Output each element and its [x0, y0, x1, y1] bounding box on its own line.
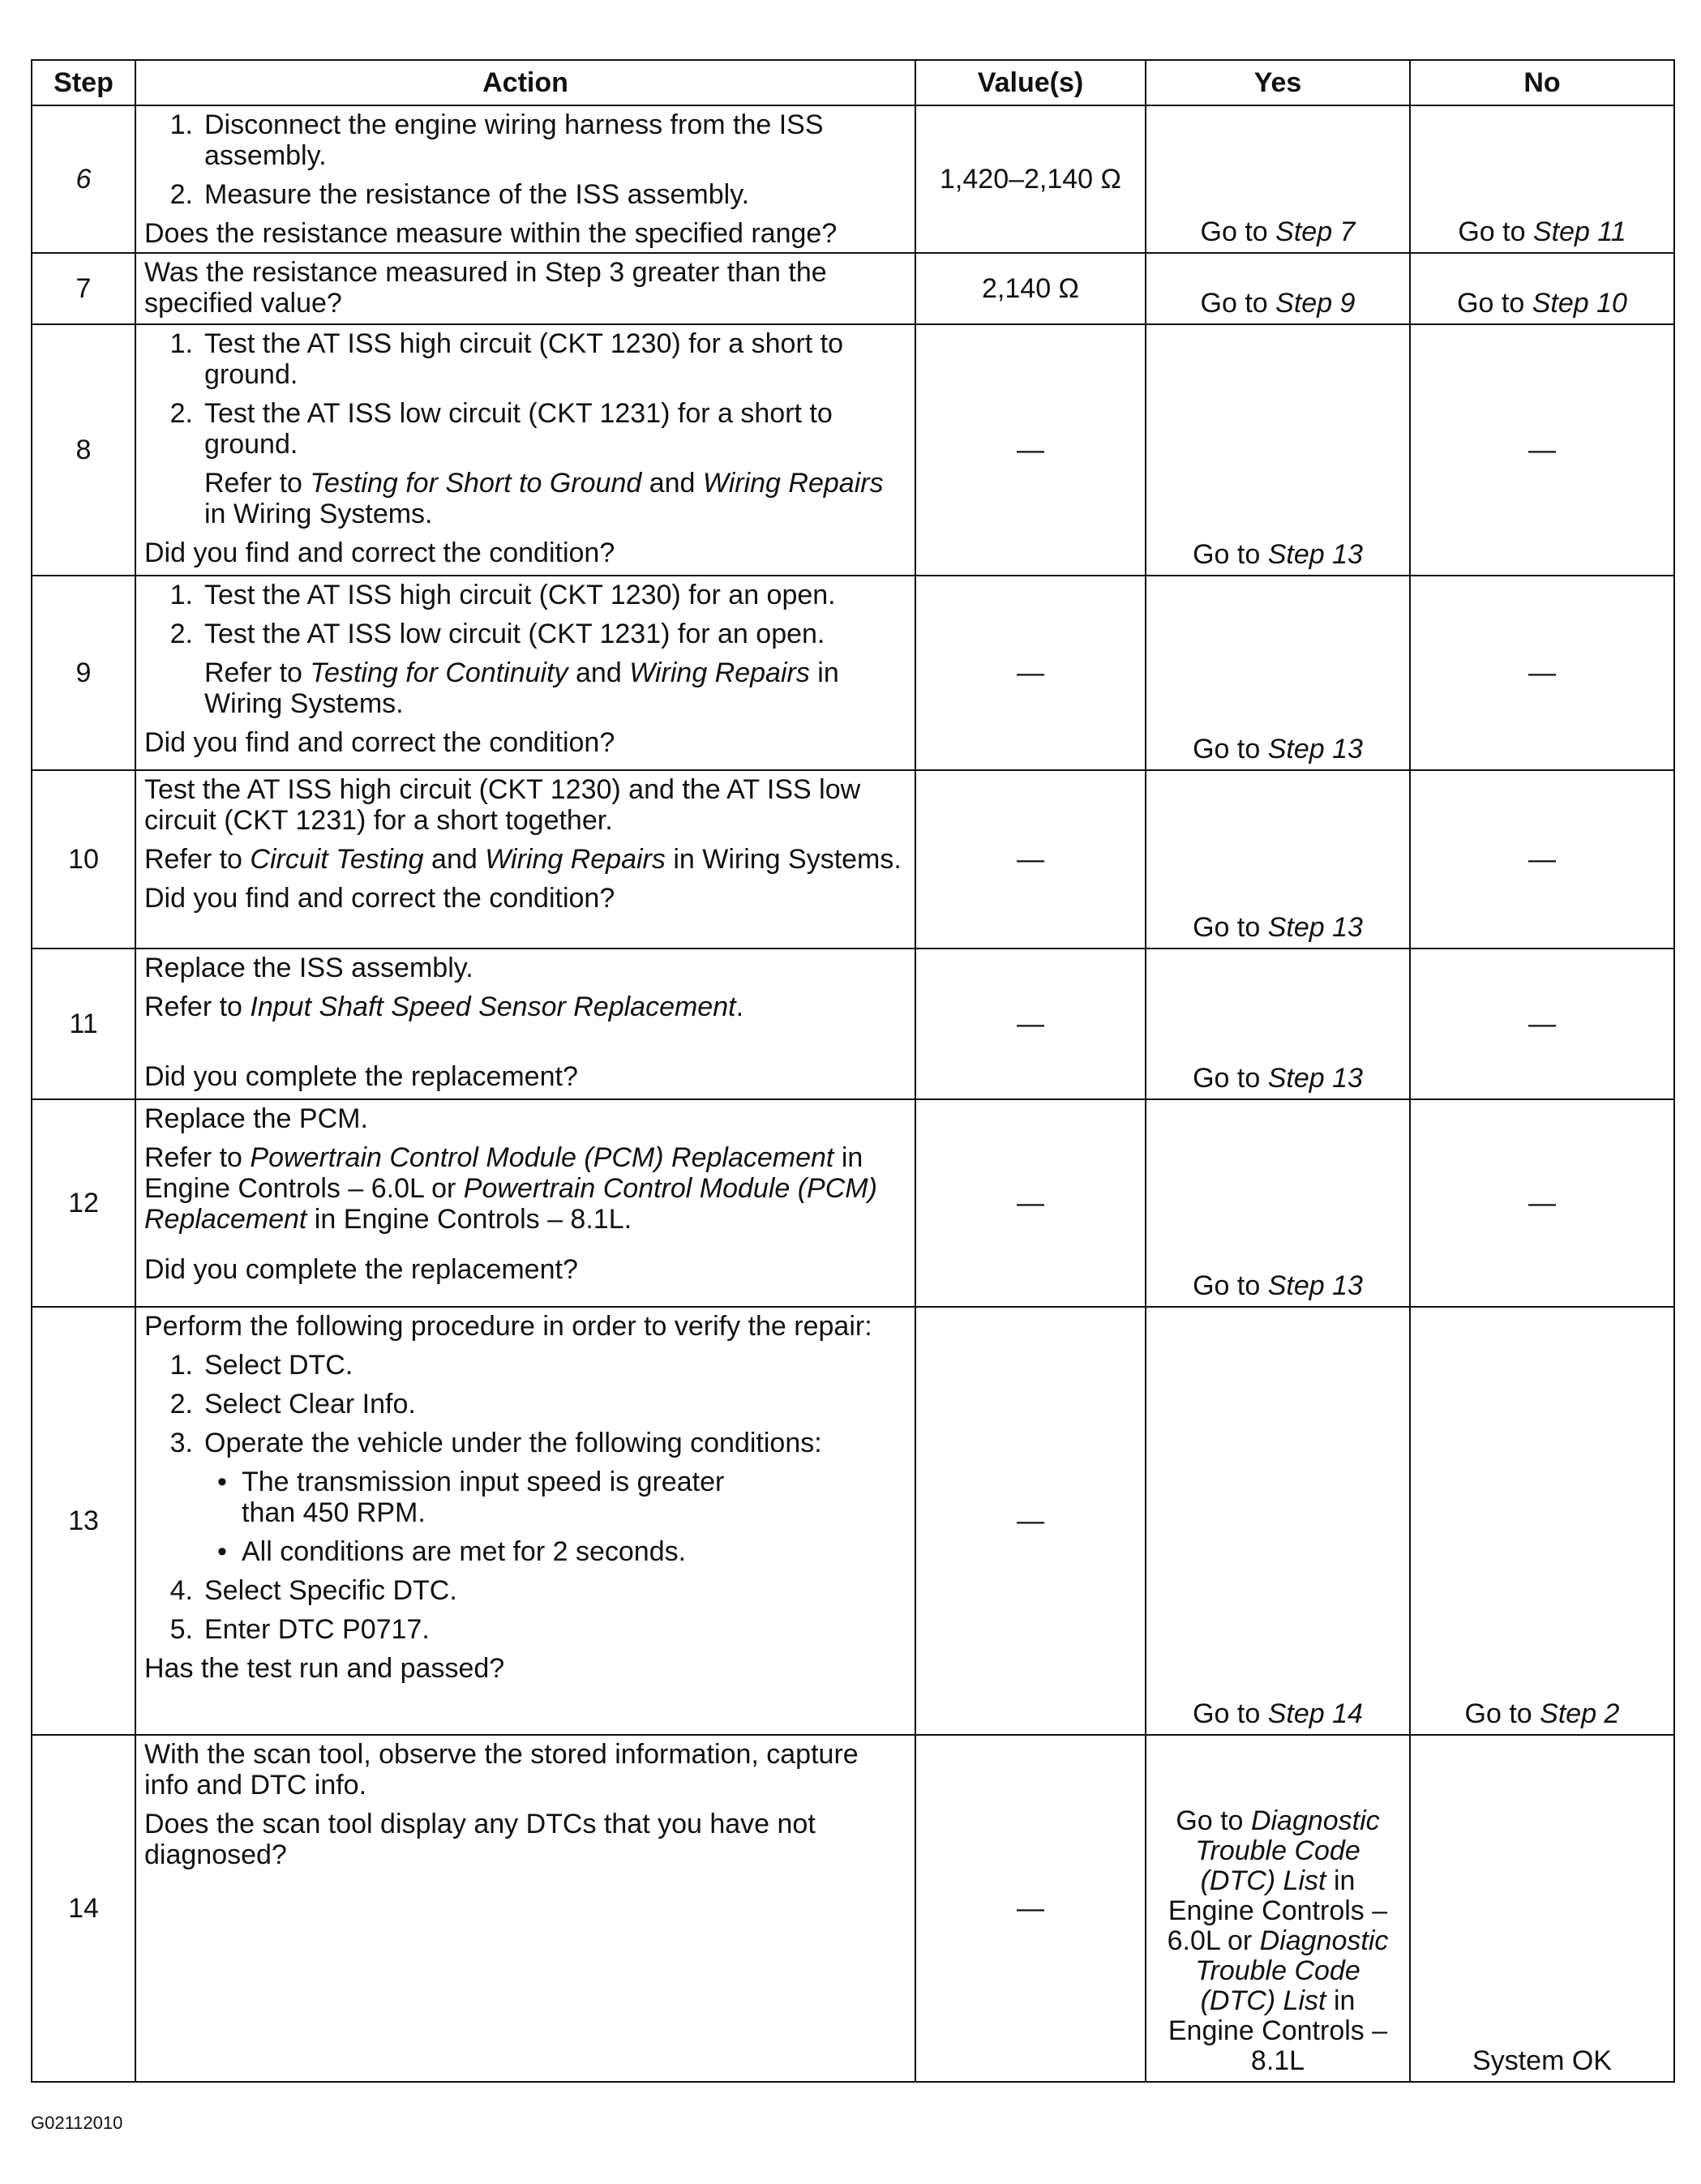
question: Did you find and correct the condition? [144, 727, 615, 758]
table-row [32, 576, 1674, 770]
yes-link-1: Diagnostic Trouble Code (DTC) List [1195, 1805, 1380, 1896]
yes-cell [1146, 253, 1410, 324]
item-number: 1. [169, 328, 193, 359]
item-number: 4. [169, 1575, 193, 1606]
refer-note: Refer to Testing for Short to Ground and Wiring Repairs in Wiring Systems. [204, 468, 884, 529]
yes-cell [1146, 1735, 1410, 2082]
action-cell [135, 770, 915, 949]
action-cell [135, 576, 915, 770]
yes-suffix: in Engine Controls – 8.1L [1168, 1985, 1388, 2076]
yes-step-link: Step 14 [1267, 1698, 1363, 1729]
table-row [32, 770, 1674, 949]
refer-note: Refer to Circuit Testing and Wiring Repairs in Wiring Systems. [144, 844, 902, 875]
step-number: 11 [32, 949, 135, 1099]
value-cell: 2,140 Ω [915, 253, 1146, 324]
yes-step-link: Step 13 [1267, 734, 1363, 764]
question: Did you find and correct the condition? [144, 537, 615, 568]
step-number: 10 [32, 770, 135, 949]
no-step-link: Step 2 [1540, 1698, 1620, 1729]
no-cell [1410, 105, 1674, 253]
no-cell: — [1410, 324, 1674, 576]
item-text: Test the AT ISS high circuit (CKT 1230) for an open. [204, 580, 836, 610]
action-text: Test the AT ISS high circuit (CKT 1230) and the AT ISS low circuit (CKT 1231) for a short together. [144, 774, 861, 836]
no-cell: — [1410, 1099, 1674, 1307]
step-number: 9 [32, 576, 135, 770]
yes-prefix: Go to [1193, 734, 1261, 764]
yes-step-link: Step 13 [1267, 1270, 1363, 1301]
action-cell [135, 1735, 915, 2082]
yes-step-link: Step 13 [1267, 1063, 1363, 1094]
yes-prefix: Go to [1193, 1698, 1261, 1729]
question: Did you find and correct the condition? [144, 883, 615, 914]
item-text: Test the AT ISS low circuit (CKT 1231) for an open. [204, 619, 825, 649]
yes-prefix: Go to [1200, 288, 1268, 319]
item-number: 3. [169, 1428, 193, 1458]
yes-prefix: Go to [1176, 1805, 1244, 1836]
table-row [32, 105, 1674, 253]
item-text: Select DTC. [204, 1350, 353, 1381]
value-cell: — [915, 576, 1146, 770]
item-number: 2. [169, 179, 193, 210]
question: Does the scan tool display any DTCs that you have not diagnosed? [144, 1809, 816, 1870]
yes-prefix: Go to [1193, 912, 1261, 943]
action-cell [135, 1307, 915, 1735]
table-row [32, 1735, 1674, 2082]
bullet-item: • All conditions are met for 2 seconds. [217, 1536, 687, 1567]
item-number: 2. [169, 619, 193, 649]
item-number: 2. [169, 398, 193, 429]
no-prefix: Go to [1458, 216, 1526, 247]
action-cell [135, 105, 915, 253]
no-prefix: Go to [1464, 1698, 1532, 1729]
yes-cell [1146, 770, 1410, 949]
header-step: Step [32, 60, 135, 105]
item-text: Select Specific DTC. [204, 1575, 457, 1606]
yes-prefix: Go to [1200, 216, 1268, 247]
item-number: 1. [169, 109, 193, 140]
yes-step-link: Step 9 [1275, 288, 1356, 319]
question: Did you complete the replacement? [144, 1061, 578, 1092]
yes-prefix: Go to [1193, 1270, 1261, 1301]
yes-step-link: Step 13 [1267, 539, 1363, 570]
table-row [32, 1307, 1674, 1735]
no-cell [1410, 1307, 1674, 1735]
header-action: Action [135, 60, 915, 105]
yes-prefix: Go to [1193, 1063, 1261, 1094]
yes-middle: in Engine Controls – 6.0L or [1167, 1865, 1388, 1956]
action-text: With the scan tool, observe the stored information, capture info and DTC info. [144, 1739, 859, 1801]
item-text: Select Clear Info. [204, 1389, 416, 1420]
refer-note: Refer to Powertrain Control Module (PCM) Replacement in Engine Controls – 6.0L or Powertrain Control Module (PCM) Replacement in Engine Controls – 8.1L. [144, 1142, 877, 1235]
action-cell [135, 253, 915, 324]
table-row [32, 949, 1674, 1099]
yes-step-link: Step 7 [1275, 216, 1356, 247]
header-yes: Yes [1146, 60, 1410, 105]
item-number: 1. [169, 580, 193, 610]
no-prefix: Go to [1457, 288, 1525, 319]
no-step-link: Step 10 [1532, 288, 1627, 319]
question: Does the resistance measure within the specified range? [144, 218, 838, 249]
refer-note: Refer to Input Shaft Speed Sensor Replacement. [144, 991, 744, 1022]
step-number: 13 [32, 1307, 135, 1735]
figure-id: G02112010 [31, 2113, 123, 2133]
item-text: Test the AT ISS low circuit (CKT 1231) for a short to ground. [204, 398, 833, 460]
item-text: Enter DTC P0717. [204, 1614, 430, 1645]
yes-prefix: Go to [1193, 539, 1261, 570]
value-cell: — [915, 1307, 1146, 1735]
action-cell [135, 949, 915, 1099]
value-cell: — [915, 1099, 1146, 1307]
step-number: 14 [32, 1735, 135, 2082]
no-cell: — [1410, 770, 1674, 949]
yes-cell [1146, 105, 1410, 253]
action-cell [135, 1099, 915, 1307]
diagnostic-table [31, 59, 1675, 2083]
refer-note: Refer to Testing for Continuity and Wiring Repairs in Wiring Systems. [204, 657, 839, 719]
bullet-item: • The transmission input speed is greater than 450 RPM. [217, 1467, 725, 1528]
action-text: Was the resistance measured in Step 3 greater than the specified value? [144, 257, 827, 319]
value-cell: — [915, 1735, 1146, 2082]
value-cell: 1,420–2,140 Ω [915, 105, 1146, 253]
header-no: No [1410, 60, 1674, 105]
yes-link-2: Diagnostic Trouble Code (DTC) List [1195, 1925, 1389, 2016]
item-number: 2. [169, 1389, 193, 1420]
table-row [32, 253, 1674, 324]
table-row [32, 324, 1674, 576]
item-text: Operate the vehicle under the following conditions: [204, 1428, 822, 1458]
yes-cell [1146, 576, 1410, 770]
yes-cell [1146, 1099, 1410, 1307]
step-number: 7 [32, 253, 135, 324]
item-text: Test the AT ISS high circuit (CKT 1230) for a short to ground. [204, 328, 844, 390]
question: Did you complete the replacement? [144, 1254, 578, 1285]
question: Has the test run and passed? [144, 1653, 505, 1684]
value-cell: — [915, 770, 1146, 949]
value-cell: — [915, 324, 1146, 576]
no-step-link: Step 11 [1532, 216, 1626, 247]
no-cell: — [1410, 576, 1674, 770]
header-row [32, 60, 1674, 105]
yes-cell [1146, 324, 1410, 576]
action-text: Replace the ISS assembly. [144, 953, 473, 983]
no-cell [1410, 253, 1674, 324]
no-cell: — [1410, 949, 1674, 1099]
step-number: 6 [32, 105, 135, 253]
action-cell [135, 324, 915, 576]
header-values: Value(s) [915, 60, 1146, 105]
item-number: 1. [169, 1350, 193, 1381]
value-cell: — [915, 949, 1146, 1099]
step-number: 8 [32, 324, 135, 576]
item-text: Measure the resistance of the ISS assembly. [204, 179, 750, 210]
item-text: Disconnect the engine wiring harness from the ISS assembly. [204, 109, 824, 171]
yes-cell [1146, 1307, 1410, 1735]
step-number: 12 [32, 1099, 135, 1307]
action-text: Replace the PCM. [144, 1103, 368, 1134]
action-text: Perform the following procedure in order to verify the repair: [144, 1311, 872, 1342]
table-row [32, 1099, 1674, 1307]
yes-step-link: Step 13 [1267, 912, 1363, 943]
yes-cell [1146, 949, 1410, 1099]
no-cell: System OK [1410, 1735, 1674, 2082]
item-number: 5. [169, 1614, 193, 1645]
